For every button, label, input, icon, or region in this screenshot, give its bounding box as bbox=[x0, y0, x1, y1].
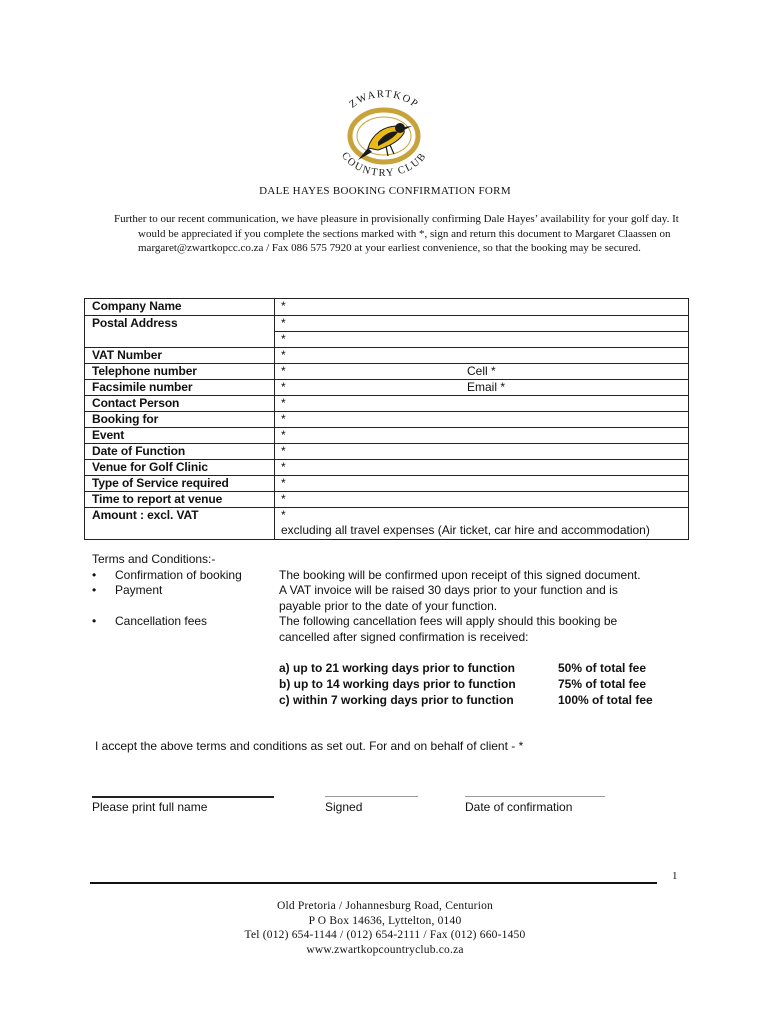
label-service-type: Type of Service required bbox=[85, 476, 275, 491]
logo-text-bottom: COUNTRY CLUB bbox=[338, 150, 430, 176]
field-email-label: Email * bbox=[467, 380, 506, 394]
fee-percent: 100% of total fee bbox=[558, 692, 653, 707]
required-mark: * bbox=[281, 299, 286, 313]
fee-row bbox=[279, 661, 679, 677]
required-mark: * bbox=[281, 380, 286, 394]
field-report-time[interactable] bbox=[275, 492, 688, 507]
bullet: • bbox=[92, 567, 97, 582]
row-date-of-function bbox=[85, 443, 688, 459]
row-postal-address bbox=[85, 315, 688, 331]
label-amount: Amount : excl. VAT bbox=[85, 508, 275, 539]
label-report-time: Time to report at venue bbox=[85, 492, 275, 507]
term-label: Payment bbox=[115, 583, 163, 597]
fee-percent: 75% of total fee bbox=[558, 676, 647, 691]
label-company-name: Company Name bbox=[85, 299, 275, 315]
term-text: The following cancellation fees will apply should this booking be cancelled after signed confirmation is received: bbox=[279, 614, 618, 644]
row-postal-address-2 bbox=[85, 331, 688, 347]
row-booking-for bbox=[85, 411, 688, 427]
row-event bbox=[85, 427, 688, 443]
form-title: DALE HAYES BOOKING CONFIRMATION FORM bbox=[259, 185, 511, 197]
term-label: Cancellation fees bbox=[115, 614, 208, 628]
row-amount bbox=[85, 507, 688, 539]
required-mark: * bbox=[281, 444, 286, 458]
amount-note: excluding all travel expenses (Air ticket, car hire and accommodation) bbox=[281, 523, 650, 537]
required-mark: * bbox=[281, 476, 286, 490]
term-cancellation bbox=[92, 614, 692, 645]
required-mark: * bbox=[281, 348, 286, 362]
row-facsimile bbox=[85, 379, 688, 395]
term-text: A VAT invoice will be raised 30 days prior to your function and is payable prior to the date of your function. bbox=[279, 583, 618, 613]
signed-signature-line[interactable] bbox=[325, 796, 418, 797]
bullet: • bbox=[92, 583, 97, 597]
field-contact-person[interactable] bbox=[275, 396, 688, 411]
term-label: Confirmation of booking bbox=[115, 567, 242, 582]
field-postal-address-1[interactable] bbox=[275, 316, 688, 331]
label-venue: Venue for Golf Clinic bbox=[85, 460, 275, 475]
fee-period: b) up to 14 working days prior to function bbox=[279, 676, 516, 691]
footer-address bbox=[0, 899, 770, 957]
date-confirmation-label: Date of confirmation bbox=[465, 800, 573, 814]
terms-section bbox=[92, 552, 692, 645]
field-event[interactable] bbox=[275, 428, 688, 443]
label-booking-for: Booking for bbox=[85, 412, 275, 427]
fee-period: a) up to 21 working days prior to function bbox=[279, 661, 516, 675]
label-telephone: Telephone number bbox=[85, 364, 275, 379]
field-booking-for[interactable] bbox=[275, 412, 688, 427]
field-postal-address-2[interactable] bbox=[275, 331, 688, 347]
label-facsimile: Facsimile number bbox=[85, 380, 275, 395]
field-vat-number[interactable] bbox=[275, 348, 688, 363]
row-company-name bbox=[85, 299, 688, 315]
fee-row bbox=[279, 693, 679, 709]
field-cell-label: Cell * bbox=[467, 364, 496, 378]
acceptance-statement: I accept the above terms and conditions as set out. For and on behalf of client - * bbox=[95, 739, 524, 753]
required-mark: * bbox=[281, 492, 286, 506]
date-signature-line[interactable] bbox=[465, 796, 605, 797]
booking-details-table bbox=[84, 298, 689, 540]
signed-label: Signed bbox=[325, 800, 363, 814]
field-amount[interactable] bbox=[275, 508, 688, 539]
label-event: Event bbox=[85, 428, 275, 443]
print-name-label: Please print full name bbox=[92, 800, 208, 814]
label-vat-number: VAT Number bbox=[85, 348, 275, 363]
footer-website: www.zwartkopcountryclub.co.za bbox=[306, 943, 464, 956]
field-telephone[interactable] bbox=[275, 364, 688, 379]
fee-period: c) within 7 working days prior to function bbox=[279, 692, 514, 707]
zwartkop-country-club-logo bbox=[328, 90, 440, 176]
required-mark: * bbox=[281, 332, 286, 346]
row-service-type bbox=[85, 475, 688, 491]
cancellation-fee-list bbox=[279, 661, 679, 708]
field-company-name[interactable] bbox=[275, 299, 688, 315]
required-mark: * bbox=[281, 460, 286, 474]
footer-line-1: Old Pretoria / Johannesburg Road, Centurion bbox=[277, 900, 493, 912]
footer-line-3: Tel (012) 654-1144 / (012) 654-2111 / Fax (012) 660-1450 bbox=[244, 929, 526, 941]
field-facsimile[interactable] bbox=[275, 380, 688, 395]
footer-line-2: P O Box 14636, Lyttelton, 0140 bbox=[308, 914, 462, 927]
required-mark: * bbox=[281, 428, 286, 442]
name-signature-line[interactable] bbox=[92, 796, 274, 798]
row-venue bbox=[85, 459, 688, 475]
field-venue[interactable] bbox=[275, 460, 688, 475]
field-date-of-function[interactable] bbox=[275, 444, 688, 459]
row-telephone bbox=[85, 363, 688, 379]
row-contact-person bbox=[85, 395, 688, 411]
term-text: The booking will be confirmed upon receipt of this signed document. bbox=[279, 567, 641, 582]
footer-divider bbox=[90, 882, 657, 884]
required-mark: * bbox=[281, 364, 286, 378]
intro-paragraph bbox=[114, 212, 684, 256]
required-mark: * bbox=[281, 508, 286, 522]
fee-percent: 50% of total fee bbox=[558, 661, 647, 675]
term-payment bbox=[92, 583, 692, 614]
fee-row bbox=[279, 677, 679, 693]
required-mark: * bbox=[281, 396, 286, 410]
row-vat-number bbox=[85, 347, 688, 363]
intro-text: Further to our recent communication, we have pleasure in provisionally confirming Dale Hayes’ availability for your golf day. It would be appreciated if you complete the sections marked with *, sign and return this document to Margaret Claassen on margaret@zwartkopcc.co.za / Fax 086 575 7920 at your earliest convenience, so that the booking may be secured. bbox=[114, 213, 679, 254]
page-number: 1 bbox=[672, 870, 678, 882]
required-mark: * bbox=[281, 316, 286, 330]
logo-text-top: ZWARTKOP bbox=[347, 90, 421, 111]
logo-bird-head bbox=[395, 123, 405, 133]
label-date-of-function: Date of Function bbox=[85, 444, 275, 459]
required-mark: * bbox=[281, 412, 286, 426]
label-postal-address: Postal Address bbox=[85, 316, 275, 331]
bullet: • bbox=[92, 614, 97, 628]
field-service-type[interactable] bbox=[275, 476, 688, 491]
row-report-time bbox=[85, 491, 688, 507]
term-confirmation bbox=[92, 568, 692, 584]
terms-heading: Terms and Conditions:- bbox=[92, 552, 216, 566]
label-contact-person: Contact Person bbox=[85, 396, 275, 411]
label-postal-address-2 bbox=[85, 331, 275, 347]
